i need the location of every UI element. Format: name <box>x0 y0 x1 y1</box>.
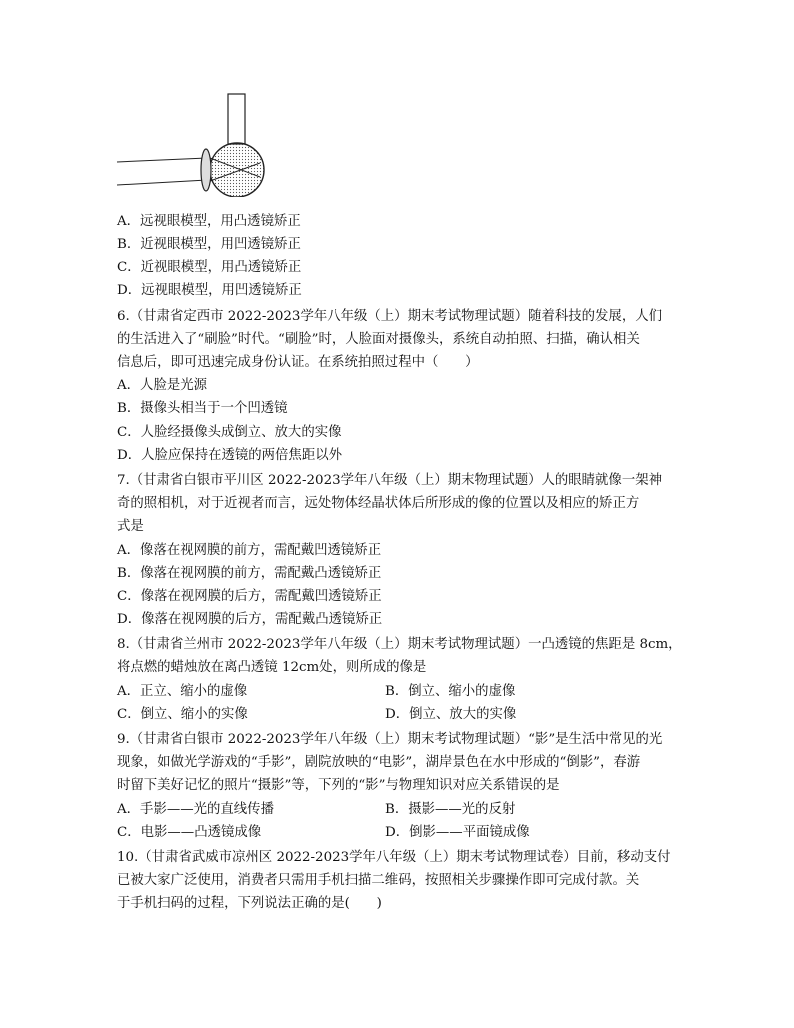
q6-option-b: B．摄像头相当于一个凹透镜 <box>117 401 288 416</box>
q9-option-b: B．摄影——光的反射 <box>385 802 516 817</box>
q6-stem-line-2: 的生活进入了“刷脸”时代。“刷脸”时，人脸面对摄像头，系统自动拍照、扫描，确认相关 <box>117 332 640 347</box>
eye-model-figure <box>115 92 285 197</box>
q10-stem-line-2: 已被大家广泛使用，消费者只需用手机扫描二维码，按照相关步骤操作即可完成付款。关 <box>117 873 640 888</box>
q7-option-a: A．像落在视网膜的前方，需配戴凹透镜矫正 <box>117 543 382 558</box>
q9-stem-line-2: 现象，如做光学游戏的“手影”，剧院放映的“电影”，湖岸景色在水中形成的“倒影”，春游 <box>117 755 641 770</box>
q5-option-a: A．远视眼模型，用凸透镜矫正 <box>117 214 301 229</box>
q6-option-d: D．人脸应保持在透镜的两倍焦距以外 <box>117 448 342 463</box>
q8-option-c: C．倒立、缩小的实像 <box>117 707 248 722</box>
q7-stem-line-1: 7.（甘肃省白银市平川区 2022-2023学年八年级（上）期末物理试题）人的眼睛就像一架神 <box>117 473 662 488</box>
q8-stem-line-1: 8.（甘肃省兰州市 2022-2023学年八年级（上）期末考试物理试题）一凸透镜的焦距是 8cm， <box>117 637 682 652</box>
q8-stem-line-2: 将点燃的蜡烛放在离凸透镜 12cm处，则所成的像是 <box>117 660 427 675</box>
q6-option-c: C．人脸经摄像头成倒立、放大的实像 <box>117 425 342 440</box>
q7-option-c: C．像落在视网膜的后方，需配戴凹透镜矫正 <box>117 589 382 604</box>
q10-stem-line-1: 10.（甘肃省武威市凉州区 2022-2023学年八年级（上）期末考试物理试卷）目前，移动支付 <box>117 850 671 865</box>
q6-option-a: A．人脸是光源 <box>117 378 208 393</box>
q10-stem-line-3: 于手机扫码的过程，下列说法正确的是( ) <box>117 896 382 911</box>
q5-option-b: B．近视眼模型，用凹透镜矫正 <box>117 237 301 252</box>
q8-option-d: D．倒立、放大的实像 <box>385 707 517 722</box>
q9-option-a: A．手影——光的直线传播 <box>117 802 274 817</box>
q7-option-b: B．像落在视网膜的前方，需配戴凸透镜矫正 <box>117 566 382 581</box>
q9-option-c: C．电影——凸透镜成像 <box>117 825 262 840</box>
q9-stem-line-1: 9.（甘肃省白银市 2022-2023学年八年级（上）期末考试物理试题）“影”是生活中常见的光 <box>117 732 663 747</box>
q7-stem-line-3: 式是 <box>117 519 144 534</box>
q7-option-d: D．像落在视网膜的后方，需配戴凸透镜矫正 <box>117 612 383 627</box>
q9-option-d: D．倒影——平面镜成像 <box>385 825 530 840</box>
q9-stem-line-3: 时留下美好记忆的照片“摄影”等，下列的“影”与物理知识对应关系错误的是 <box>117 778 560 793</box>
q6-stem-line-1: 6.（甘肃省定西市 2022-2023学年八年级（上）期末考试物理试题）随着科技的发展，人们 <box>117 309 662 324</box>
q7-stem-line-2: 奇的照相机，对于近视者而言，远处物体经晶状体后所形成的像的位置以及相应的矫正方 <box>117 496 640 511</box>
q5-option-c: C．近视眼模型，用凸透镜矫正 <box>117 260 302 275</box>
q5-option-d: D．远视眼模型，用凹透镜矫正 <box>117 283 302 298</box>
q8-option-a: A．正立、缩小的虚像 <box>117 684 248 699</box>
q6-stem-line-3: 信息后，即可迅速完成身份认证。在系统拍照过程中（ ） <box>117 355 479 370</box>
q8-option-b: B．倒立、缩小的虚像 <box>385 684 516 699</box>
